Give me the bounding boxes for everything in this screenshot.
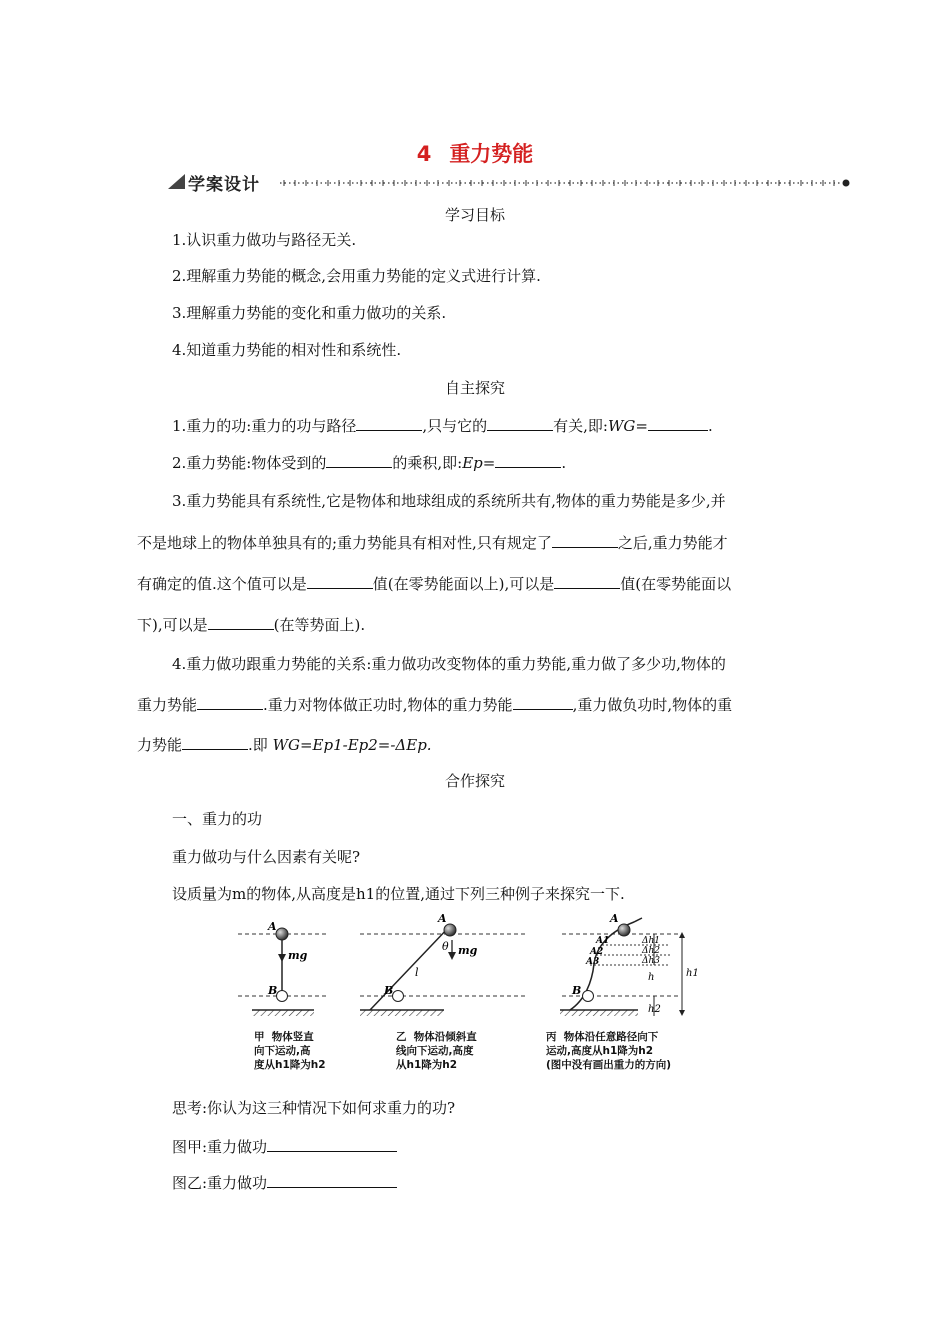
answer-blank[interactable]	[356, 415, 422, 431]
self-q2	[172, 452, 566, 473]
answer-blank[interactable]	[648, 415, 708, 431]
self-q1	[172, 415, 713, 436]
answer-blank[interactable]	[182, 734, 248, 750]
label-B: B	[572, 984, 582, 997]
label-h: h	[648, 972, 655, 983]
coop-subheading: 一、重力的功	[172, 810, 263, 828]
self-q4-line1: 4.重力做功跟重力势能的关系:重力做功改变物体的重力势能,重力做了多少功,物体的	[172, 655, 726, 673]
label-A: A	[438, 912, 447, 925]
text: 不是地球上的物体单独具有的;重力势能具有相对性,只有规定了	[137, 534, 552, 552]
label-A: A	[268, 920, 277, 933]
text: 2.重力势能:物体受到的	[172, 454, 327, 472]
self-q3-line3	[137, 573, 731, 594]
fig-b-line	[172, 1172, 397, 1193]
self-q3-line2	[137, 532, 728, 553]
label-A1: A1	[596, 936, 610, 946]
banner-triangle-icon	[168, 174, 185, 189]
banner-label: 学案设计	[188, 175, 260, 195]
label-mg: mg	[458, 944, 478, 957]
formula: WG=	[607, 417, 648, 435]
text: .	[707, 417, 713, 435]
label-mg: mg	[288, 949, 308, 962]
formula: Ep=	[462, 454, 496, 472]
text: 的乘积,即:	[392, 454, 463, 472]
case-2-diagram	[360, 912, 526, 1016]
section-banner	[168, 170, 853, 198]
label-A: A	[610, 912, 619, 925]
answer-blank[interactable]	[307, 573, 373, 589]
text: .即	[248, 736, 273, 754]
answer-blank[interactable]	[197, 694, 263, 710]
page-title	[0, 138, 950, 168]
answer-blank[interactable]	[554, 573, 620, 589]
answer-blank[interactable]	[267, 1172, 397, 1188]
coop-heading: 合作探究	[444, 772, 505, 790]
text: 有关,即:	[553, 417, 608, 435]
coop-question: 重力做功与什么因素有关呢?	[172, 848, 361, 866]
caption-case-1: 甲 物体竖直 向下运动,高 度从h1降为h2	[254, 1031, 326, 1071]
title-text: 重力势能	[449, 142, 534, 166]
text: 有确定的值.这个值可以是	[137, 575, 307, 593]
label-l: l	[415, 966, 419, 979]
text: 重力势能	[137, 696, 198, 714]
answer-blank[interactable]	[487, 415, 553, 431]
goal-2: 2.理解重力势能的概念,会用重力势能的定义式进行计算.	[172, 267, 541, 285]
goal-1: 1.认识重力做功与路径无关.	[172, 231, 357, 249]
label-A3: A3	[586, 957, 600, 967]
coop-setup: 设质量为m的物体,从高度是h1的位置,通过下列三种例子来探究一下.	[172, 885, 625, 903]
section-number: 4	[416, 142, 432, 166]
answer-blank[interactable]	[208, 614, 274, 630]
case-1-diagram	[238, 920, 328, 1016]
answer-blank[interactable]	[513, 694, 573, 710]
goals-heading: 学习目标	[444, 206, 505, 224]
text: .重力对物体做正功时,物体的重力势能	[263, 696, 513, 714]
label-theta: θ	[442, 940, 449, 953]
text: 之后,重力势能才	[617, 534, 728, 552]
self-q4-line2	[137, 694, 732, 715]
text: 1.重力的功:重力的功与路径	[172, 417, 357, 435]
answer-blank[interactable]	[267, 1136, 397, 1152]
text: 下),可以是	[137, 616, 208, 634]
text: ,重力做负功时,物体的重	[572, 696, 733, 714]
text: (在等势面上).	[273, 616, 366, 634]
self-q4-line3	[137, 734, 432, 755]
goal-4: 4.知道重力势能的相对性和系统性.	[172, 341, 402, 359]
caption-case-3: 丙 物体沿任意路径向下 运动,高度从h1降为h2 (图中没有画出重力的方向)	[546, 1031, 672, 1071]
label-dh2: Δh2	[642, 946, 661, 956]
label-h1: h1	[686, 968, 699, 979]
text: 值(在零势能面以上),可以是	[372, 575, 555, 593]
answer-blank[interactable]	[495, 452, 561, 468]
label-A2: A2	[590, 947, 604, 957]
banner-dotted-rule	[280, 174, 852, 190]
answer-blank[interactable]	[552, 532, 618, 548]
figure-diagram	[230, 912, 710, 1022]
text: 图乙:重力做功	[172, 1174, 268, 1192]
fig-a-line	[172, 1136, 397, 1157]
formula: WG=Ep1-Ep2=-ΔEp.	[272, 736, 432, 754]
label-dh1: Δh1	[642, 936, 661, 946]
text: .	[561, 454, 567, 472]
self-q3-line1: 3.重力势能具有系统性,它是物体和地球组成的系统所共有,物体的重力势能是多少,并	[172, 492, 726, 510]
label-B: B	[384, 984, 394, 997]
case-3-diagram	[560, 912, 699, 1016]
text: 图甲:重力做功	[172, 1138, 268, 1156]
text: ,只与它的	[422, 417, 488, 435]
label-B: B	[268, 984, 278, 997]
goal-3: 3.理解重力势能的变化和重力做功的关系.	[172, 304, 447, 322]
self-heading: 自主探究	[444, 379, 505, 397]
think-question: 思考:你认为这三种情况下如何求重力的功?	[172, 1099, 456, 1117]
text: 值(在零势能面以	[620, 575, 732, 593]
text: 力势能	[137, 736, 183, 754]
label-h2: h2	[648, 1004, 661, 1015]
answer-blank[interactable]	[326, 452, 392, 468]
label-dh3: Δh3	[642, 956, 661, 966]
caption-case-2: 乙 物体沿倾斜直 线向下运动,高度 从h1降为h2	[396, 1031, 477, 1071]
self-q3-line4	[137, 614, 365, 635]
